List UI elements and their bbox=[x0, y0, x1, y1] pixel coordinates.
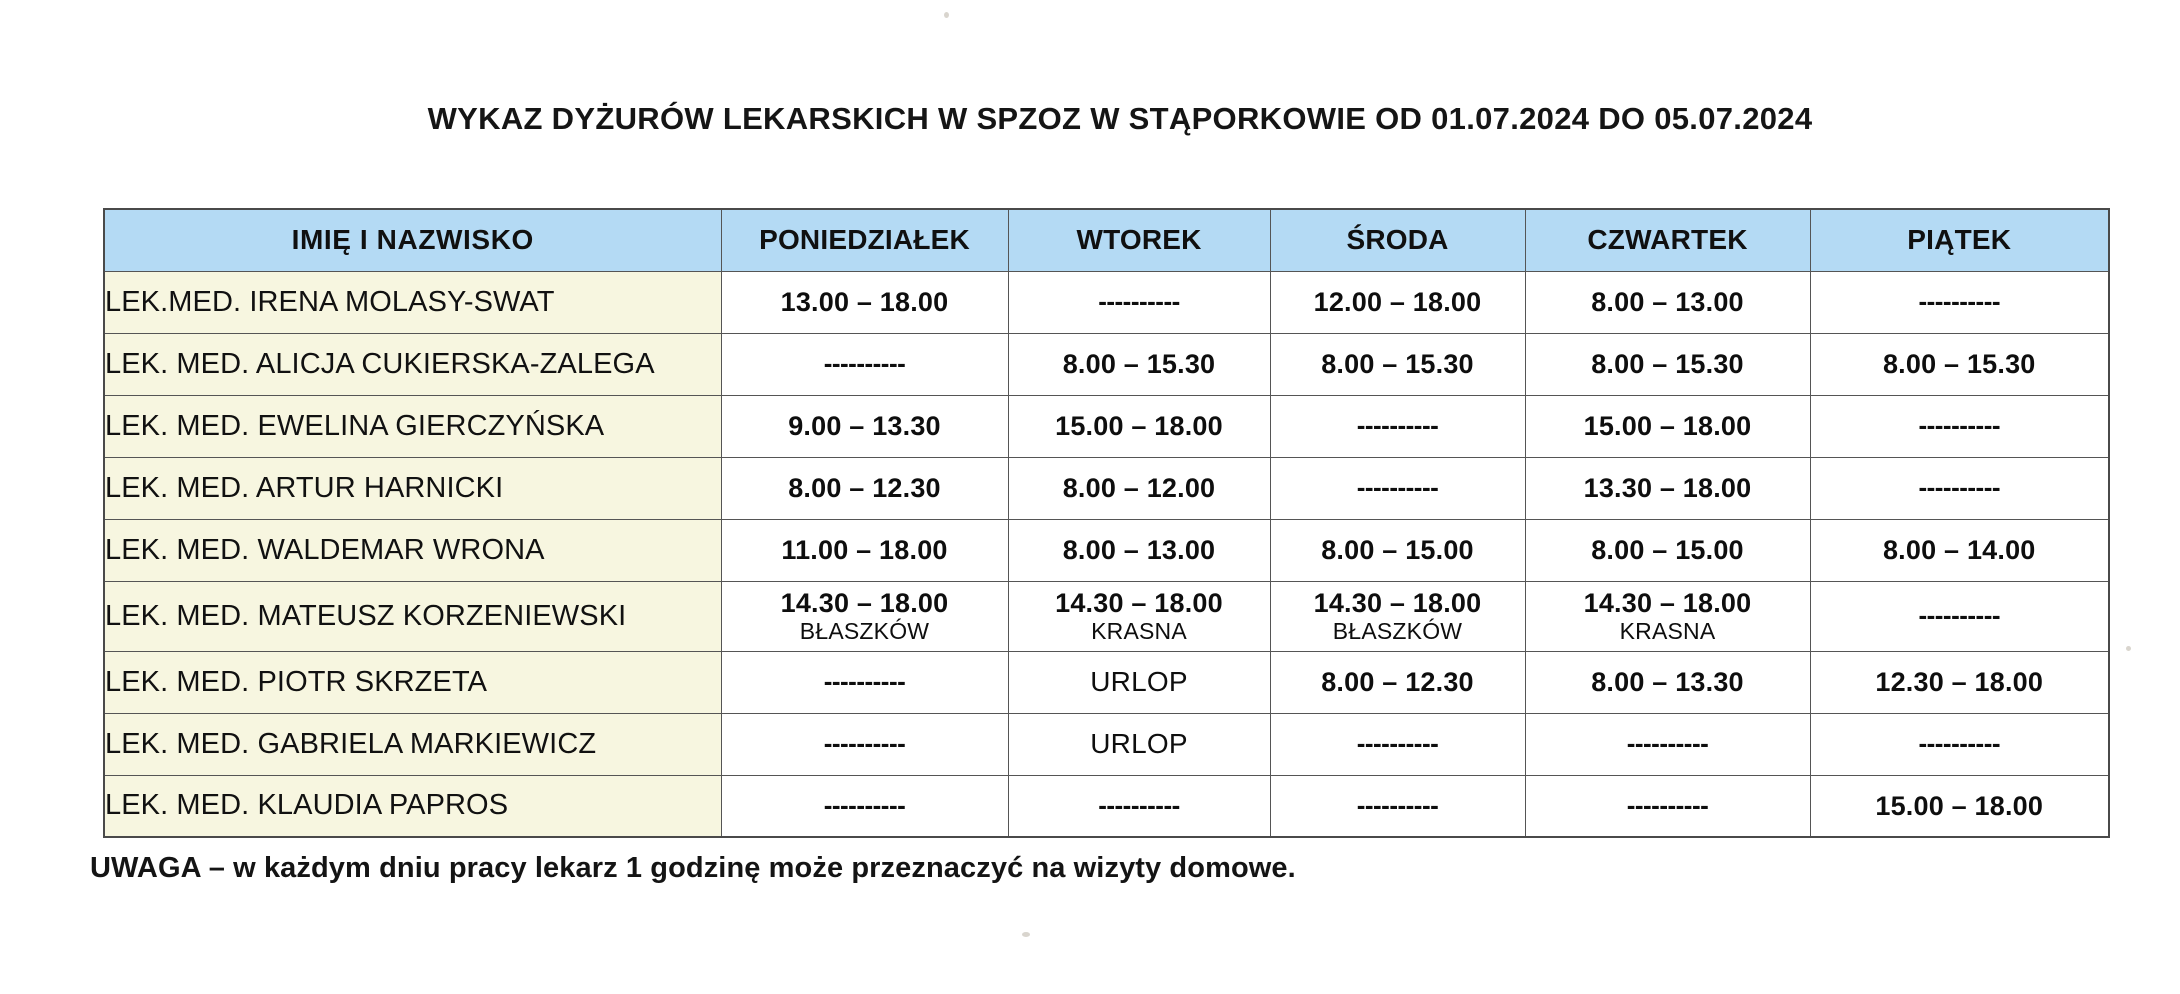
footer-note: UWAGA – w każdym dniu pracy lekarz 1 godzinę może przeznaczyć na wizyty domowe. bbox=[90, 852, 1296, 884]
shift-time: 8.00 – 15.00 bbox=[1321, 534, 1474, 565]
shift-time: ---------- bbox=[1356, 790, 1439, 821]
shift-cell-tuesday bbox=[1008, 271, 1270, 333]
table-body bbox=[104, 271, 2109, 837]
shift-time: 8.00 – 15.30 bbox=[1321, 348, 1474, 379]
shift-time: URLOP bbox=[1090, 728, 1188, 760]
scan-artifact bbox=[2126, 646, 2131, 651]
schedule-table-container bbox=[103, 208, 2108, 838]
shift-time: 15.00 – 18.00 bbox=[1583, 410, 1752, 441]
shift-time: ---------- bbox=[1356, 410, 1439, 441]
shift-time: ---------- bbox=[1918, 728, 2001, 759]
shift-cell-friday bbox=[1810, 271, 2109, 333]
table-row bbox=[104, 713, 2109, 775]
table-header bbox=[104, 209, 2109, 271]
shift-cell-tuesday bbox=[1008, 651, 1270, 713]
shift-cell-friday bbox=[1810, 713, 2109, 775]
shift-cell-thursday bbox=[1525, 457, 1810, 519]
shift-time: URLOP bbox=[1090, 666, 1188, 698]
column-header-thursday: CZWARTEK bbox=[1525, 209, 1810, 271]
shift-location: BŁASZKÓW bbox=[799, 617, 930, 644]
shift-time: ---------- bbox=[823, 790, 906, 821]
shift-cell-friday bbox=[1810, 333, 2109, 395]
shift-cell-tuesday bbox=[1008, 395, 1270, 457]
shift-cell-monday bbox=[721, 713, 1008, 775]
doctor-name-cell: LEK. MED. WALDEMAR WRONA bbox=[104, 519, 721, 581]
shift-cell-tuesday bbox=[1008, 775, 1270, 837]
shift-cell-tuesday bbox=[1008, 581, 1270, 651]
shift-cell-thursday bbox=[1525, 395, 1810, 457]
shift-time: 8.00 – 15.30 bbox=[1591, 348, 1744, 379]
shift-time: 8.00 – 12.30 bbox=[1321, 666, 1474, 697]
table-row bbox=[104, 333, 2109, 395]
column-header-friday: PIĄTEK bbox=[1810, 209, 2109, 271]
shift-time: ---------- bbox=[1626, 790, 1709, 821]
shift-cell-wednesday bbox=[1270, 271, 1525, 333]
shift-time: 13.30 – 18.00 bbox=[1583, 472, 1752, 503]
shift-time: 12.00 – 18.00 bbox=[1313, 286, 1482, 317]
shift-time: 14.30 – 18.00 bbox=[780, 587, 949, 618]
shift-cell-thursday bbox=[1525, 713, 1810, 775]
shift-time: 8.00 – 15.30 bbox=[1882, 348, 2036, 379]
shift-cell-tuesday bbox=[1008, 457, 1270, 519]
shift-time: ---------- bbox=[1098, 790, 1180, 821]
table-row bbox=[104, 775, 2109, 837]
column-header-name: IMIĘ I NAZWISKO bbox=[104, 209, 721, 271]
doctor-name-cell: LEK. MED. EWELINA GIERCZYŃSKA bbox=[104, 395, 721, 457]
shift-time: 8.00 – 13.00 bbox=[1062, 534, 1216, 565]
shift-time: 14.30 – 18.00 bbox=[1313, 587, 1482, 618]
shift-time: 8.00 – 14.00 bbox=[1882, 534, 2036, 565]
shift-cell-thursday bbox=[1525, 775, 1810, 837]
shift-location: BŁASZKÓW bbox=[1332, 617, 1463, 644]
shift-time: 12.30 – 18.00 bbox=[1875, 666, 2044, 697]
table-row bbox=[104, 651, 2109, 713]
page-title: WYKAZ DYŻURÓW LEKARSKICH W SPZOZ W STĄPORKOWIE OD 01.07.2024 DO 05.07.2024 bbox=[427, 100, 1813, 136]
shift-cell-wednesday bbox=[1270, 775, 1525, 837]
shift-cell-friday bbox=[1810, 395, 2109, 457]
table-row bbox=[104, 519, 2109, 581]
doctor-name-cell: LEK. MED. ALICJA CUKIERSKA-ZALEGA bbox=[104, 333, 721, 395]
shift-time: 13.00 – 18.00 bbox=[780, 286, 949, 317]
shift-cell-tuesday bbox=[1008, 713, 1270, 775]
shift-time: 15.00 – 18.00 bbox=[1875, 790, 2044, 821]
shift-location: KRASNA bbox=[1091, 617, 1187, 644]
shift-time: ---------- bbox=[823, 666, 906, 697]
shift-cell-wednesday bbox=[1270, 713, 1525, 775]
shift-cell-wednesday bbox=[1270, 333, 1525, 395]
shift-time: ---------- bbox=[823, 348, 906, 379]
shift-time: ---------- bbox=[1626, 728, 1709, 759]
shift-cell-monday bbox=[721, 581, 1008, 651]
shift-cell-wednesday bbox=[1270, 651, 1525, 713]
shift-location: KRASNA bbox=[1619, 617, 1716, 644]
shift-time: ---------- bbox=[1356, 728, 1439, 759]
shift-cell-thursday bbox=[1525, 581, 1810, 651]
shift-time: 14.30 – 18.00 bbox=[1583, 587, 1752, 618]
shift-time: 14.30 – 18.00 bbox=[1055, 587, 1223, 618]
doctor-name-cell: LEK. MED. MATEUSZ KORZENIEWSKI bbox=[104, 581, 721, 651]
table-row bbox=[104, 271, 2109, 333]
shift-cell-wednesday bbox=[1270, 395, 1525, 457]
schedule-table bbox=[103, 208, 2110, 838]
shift-time: 8.00 – 12.00 bbox=[1062, 472, 1216, 503]
table-row bbox=[104, 395, 2109, 457]
header-row bbox=[104, 209, 2109, 271]
shift-cell-monday bbox=[721, 271, 1008, 333]
shift-time: ---------- bbox=[1356, 472, 1439, 503]
shift-time: 8.00 – 13.30 bbox=[1591, 666, 1744, 697]
shift-cell-monday bbox=[721, 519, 1008, 581]
shift-time: 11.00 – 18.00 bbox=[781, 534, 948, 565]
shift-cell-thursday bbox=[1525, 519, 1810, 581]
doctor-name-cell: LEK. MED. GABRIELA MARKIEWICZ bbox=[104, 713, 721, 775]
table-row bbox=[104, 457, 2109, 519]
shift-cell-friday bbox=[1810, 519, 2109, 581]
doctor-name-cell: LEK. MED. KLAUDIA PAPROS bbox=[104, 775, 721, 837]
shift-time: ---------- bbox=[1098, 286, 1180, 317]
shift-cell-monday bbox=[721, 395, 1008, 457]
shift-time: ---------- bbox=[1918, 472, 2001, 503]
shift-cell-monday bbox=[721, 651, 1008, 713]
shift-cell-monday bbox=[721, 775, 1008, 837]
shift-time: 8.00 – 15.00 bbox=[1591, 534, 1744, 565]
shift-cell-friday bbox=[1810, 457, 2109, 519]
shift-time: 8.00 – 13.00 bbox=[1591, 286, 1744, 317]
shift-time: ---------- bbox=[823, 728, 906, 759]
shift-cell-wednesday bbox=[1270, 581, 1525, 651]
shift-time: 8.00 – 12.30 bbox=[788, 472, 941, 503]
shift-cell-wednesday bbox=[1270, 519, 1525, 581]
shift-cell-thursday bbox=[1525, 333, 1810, 395]
shift-time: ---------- bbox=[1918, 600, 2001, 631]
shift-cell-friday bbox=[1810, 581, 2109, 651]
shift-time: 8.00 – 15.30 bbox=[1062, 348, 1216, 379]
shift-time: 15.00 – 18.00 bbox=[1055, 410, 1223, 441]
doctor-name-cell: LEK.MED. IRENA MOLASY-SWAT bbox=[104, 271, 721, 333]
shift-cell-thursday bbox=[1525, 651, 1810, 713]
doctor-name-cell: LEK. MED. PIOTR SKRZETA bbox=[104, 651, 721, 713]
shift-time: 9.00 – 13.30 bbox=[788, 410, 941, 441]
column-header-wednesday: ŚRODA bbox=[1270, 209, 1525, 271]
shift-cell-tuesday bbox=[1008, 519, 1270, 581]
table-row bbox=[104, 581, 2109, 651]
shift-cell-friday bbox=[1810, 651, 2109, 713]
shift-cell-friday bbox=[1810, 775, 2109, 837]
shift-time: ---------- bbox=[1918, 410, 2001, 441]
shift-cell-monday bbox=[721, 457, 1008, 519]
doctor-name-cell: LEK. MED. ARTUR HARNICKI bbox=[104, 457, 721, 519]
shift-cell-monday bbox=[721, 333, 1008, 395]
column-header-tuesday: WTOREK bbox=[1008, 209, 1270, 271]
scan-artifact bbox=[944, 12, 949, 18]
column-header-monday: PONIEDZIAŁEK bbox=[721, 209, 1008, 271]
shift-cell-wednesday bbox=[1270, 457, 1525, 519]
shift-time: ---------- bbox=[1918, 286, 2001, 317]
shift-cell-thursday bbox=[1525, 271, 1810, 333]
scan-artifact bbox=[1022, 932, 1030, 937]
shift-cell-tuesday bbox=[1008, 333, 1270, 395]
